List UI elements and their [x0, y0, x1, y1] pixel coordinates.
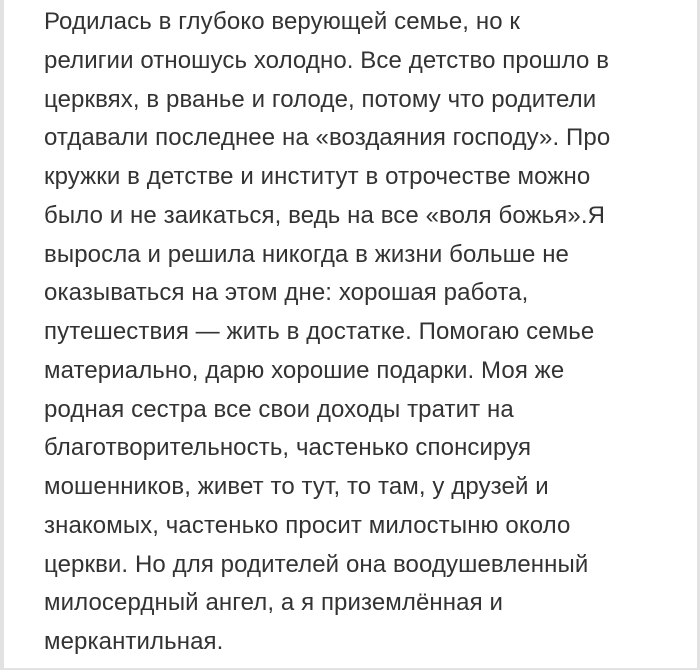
post-text-line: благотворительность, частенько спонсируя: [44, 434, 532, 462]
post-text-line: оказываться на этом дне: хорошая работа,: [44, 279, 529, 307]
post-text: [4, 0, 697, 662]
post-text-line: меркантильная.: [44, 628, 224, 655]
post-text-line: путешествия — жить в достатке. Помогаю семье: [44, 318, 595, 345]
post-text-line: кружки в детстве и институт в отрочестве можно: [44, 163, 591, 190]
post-card: [4, 0, 697, 668]
post-text-line: мошенников, живет то тут, то там, у друзей и: [44, 473, 549, 500]
post-text-line: церквях, в рванье и голоде, потому что родители: [44, 85, 597, 113]
post-text-line: знакомых, частенько просит милостыню около: [44, 511, 571, 539]
post-text-line: отдавали последнее на «воздаяния господу». Про: [44, 124, 611, 152]
post-text-line: материально, дарю хорошие подарки. Моя же: [44, 356, 565, 384]
post-text-line: милосердный ангел, а я приземлённая и: [44, 589, 503, 617]
post-text-line: религии отношусь холодно. Все детство прошло в: [44, 46, 610, 74]
post-text-line: церкви. Но для родителей она воодушевленный: [44, 550, 589, 578]
post-text-line: было и не заикаться, ведь на все «воля божья».Я: [44, 201, 606, 229]
post-text-line: родная сестра все свои доходы тратит на: [44, 395, 514, 423]
post-text-line: Родилась в глубоко верующей семье, но к: [44, 8, 521, 35]
post-text-line: выросла и решила никогда в жизни больше не: [44, 240, 569, 268]
